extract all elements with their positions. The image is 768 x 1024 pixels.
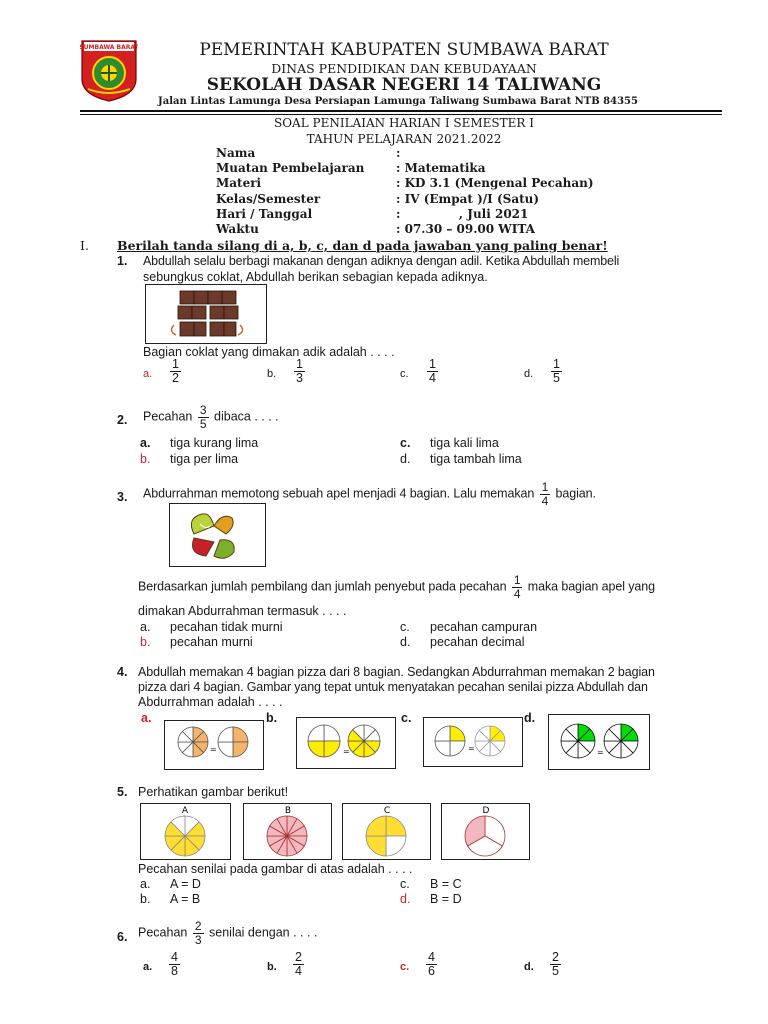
q5-option-b-text: A = B — [170, 892, 201, 906]
info-value: : KD 3.1 (Mengenal Pecahan) — [396, 176, 594, 191]
q6-frac-num: 2 — [194, 919, 202, 933]
q5-figure-label: D — [482, 806, 490, 816]
info-label: Materi — [216, 176, 262, 191]
q2-option-d-text: tiga tambah lima — [430, 452, 522, 466]
q2-option-b-letter[interactable]: b. — [140, 452, 151, 466]
equals-sign: = — [468, 744, 475, 753]
pie-slice — [218, 727, 233, 742]
header-address: Jalan Lintas Lamunga Desa Persiapan Lamunga Taliwang Sumbawa Barat NTB 84355 — [158, 96, 638, 107]
q2-stem — [143, 404, 279, 430]
pie-4-slices — [366, 816, 406, 856]
logo-text: SUMBAWA BARAT — [80, 44, 138, 51]
header-school-name: SEKOLAH DASAR NEGERI 14 TALIWANG — [206, 75, 602, 95]
fraction-numerator: 2 — [295, 950, 302, 964]
q2-post: dibaca . . . . — [214, 409, 279, 424]
q6-option-a-fraction — [169, 951, 180, 978]
q6-frac-den: 3 — [194, 932, 202, 947]
pie-slice — [233, 727, 248, 742]
q3-line2 — [138, 574, 655, 600]
q3-option-c-text: pecahan campuran — [430, 620, 538, 634]
q5-option-a-letter[interactable]: a. — [140, 877, 151, 891]
q2-option-d-letter[interactable]: d. — [400, 452, 411, 466]
q5-figure-b — [243, 803, 332, 860]
header-government: PEMERINTAH KABUPATEN SUMBAWA BARAT — [199, 40, 609, 60]
q3-fraction — [540, 481, 551, 507]
q6-post: senilai dengan . . . . — [209, 925, 318, 940]
pie-slice — [386, 816, 406, 836]
q4-line1: Abdullah memakan 4 bagian pizza dari 8 bagian. Sedangkan Abdurrahman memakan 2 bagian — [138, 665, 655, 679]
q6-option-c-fraction — [426, 951, 437, 978]
q3-option-c-letter[interactable]: c. — [400, 620, 410, 634]
pie-slice — [308, 725, 324, 741]
info-value: : , Juli 2021 — [396, 206, 529, 221]
q6-option-c-letter[interactable]: c. — [400, 961, 410, 973]
q4-letter-a: a. — [141, 711, 152, 725]
q5-question: Pecahan senilai pada gambar di atas adalah . . . . — [138, 862, 413, 876]
q5-figure-a — [140, 803, 231, 860]
q2-number: 2. — [117, 413, 128, 427]
fraction-numerator: 1 — [172, 357, 179, 371]
q2-option-c-text: tiga kali lima — [430, 436, 499, 450]
info-value: : Matematika — [396, 161, 486, 176]
info-label: Kelas/Semester — [216, 191, 321, 206]
q2-pre: Pecahan — [143, 409, 193, 424]
q3-option-b-letter[interactable]: b. — [140, 635, 151, 649]
q5-number: 5. — [117, 785, 128, 799]
academic-year: TAHUN PELAJARAN 2021.2022 — [306, 132, 502, 146]
q3-apple-image — [169, 503, 266, 567]
pie-3-slices — [465, 816, 505, 856]
info-label: Waktu — [216, 222, 259, 236]
fraction-numerator: 1 — [296, 357, 303, 371]
fraction-denominator: 4 — [295, 964, 302, 979]
q1-number: 1. — [117, 254, 128, 268]
q3-option-a-text: pecahan tidak murni — [170, 620, 283, 634]
q1-option-a-fraction — [170, 358, 181, 385]
fraction-numerator: 4 — [171, 950, 178, 964]
q1-option-b-fraction — [294, 358, 305, 385]
q1-text-line2: sebungkus coklat, Abdullah berikan sebagian kepada adiknya. — [143, 270, 488, 284]
q4-line2: pizza dari 4 bagian. Gambar yang tepat untuk menyatakan pecahan senilai pizza Abdullah dan — [138, 680, 648, 694]
equals-sign: = — [597, 748, 604, 757]
fraction-numerator: 4 — [428, 950, 435, 964]
q4-option-a-image — [164, 720, 264, 770]
q6-pre: Pecahan — [138, 925, 188, 940]
q6-option-d-fraction — [550, 951, 561, 978]
info-value: : — [396, 146, 401, 160]
q1-text-line1: Abdullah selalu berbagi makanan dengan adiknya dengan adil. Ketika Abdullah membeli — [143, 254, 620, 268]
equals-sign: = — [343, 747, 350, 756]
q3-option-b-text: pecahan murni — [170, 635, 253, 649]
q5-option-c-letter[interactable]: c. — [400, 877, 410, 891]
header-department: DINAS PENDIDIKAN DAN KEBUDAYAAN — [271, 61, 537, 76]
pizza-4-slices — [308, 725, 340, 757]
q6-option-d-letter[interactable]: d. — [524, 961, 534, 973]
q3-line2-post: maka bagian apel yang — [527, 579, 655, 594]
pizza-8-slices — [348, 725, 380, 757]
q6-fraction — [193, 920, 204, 946]
q4-option-c-image — [423, 717, 523, 767]
section-instruction: Berilah tanda silang di a, b, c, dan d pada jawaban yang paling benar! — [117, 238, 608, 253]
q2-option-a-text: tiga kurang lima — [170, 436, 259, 450]
fraction-denominator: 3 — [296, 371, 303, 386]
pizza-8-slices — [561, 724, 595, 758]
q6-option-a-letter[interactable]: a. — [143, 961, 153, 973]
pie-slice — [233, 742, 248, 757]
q3-line2-pre: Berdasarkan jumlah pembilang dan jumlah penyebut pada pecahan — [138, 579, 507, 594]
pie-slice — [308, 741, 324, 757]
section-number: I. — [80, 238, 89, 253]
q5-text: Perhatikan gambar berikut! — [138, 785, 289, 799]
info-label: Muatan Pembelajaran — [216, 161, 365, 176]
pie-8-slices — [165, 816, 205, 856]
q5-option-a-text: A = D — [170, 877, 201, 891]
q3-option-d-letter[interactable]: d. — [400, 635, 411, 649]
pie-slice — [435, 741, 450, 756]
info-label: Nama — [216, 146, 256, 160]
q6-number: 6. — [117, 930, 128, 944]
header-divider-thin — [80, 114, 722, 115]
q3-line2-frac-den: 4 — [513, 586, 521, 601]
fraction-denominator: 4 — [429, 371, 436, 386]
q3-frac-num: 1 — [541, 480, 549, 494]
pizza-4-slices — [218, 727, 248, 757]
q4-line3: Abdurrahman adalah . . . . — [138, 695, 283, 709]
q2-frac-num: 3 — [199, 403, 207, 417]
fraction-numerator: 1 — [553, 357, 560, 371]
fraction-denominator: 5 — [553, 371, 560, 386]
q3-post: bagian. — [555, 486, 596, 501]
pie-12-slices — [267, 816, 307, 856]
fraction-numerator: 1 — [429, 357, 436, 371]
fraction-numerator: 2 — [552, 950, 559, 964]
q1-option-c-fraction — [427, 358, 438, 385]
fraction-denominator: 2 — [172, 371, 179, 386]
pizza-8-slices — [604, 724, 638, 758]
q5-figure-label: A — [181, 806, 189, 816]
q3-pre: Abdurrahman memotong sebuah apel menjadi 4 bagian. Lalu memakan — [143, 486, 535, 501]
q6-option-b-letter[interactable]: b. — [267, 961, 277, 973]
pizza-8-slices — [475, 726, 505, 756]
fraction-denominator: 5 — [552, 964, 559, 979]
q6-stem — [138, 920, 317, 946]
q5-option-d-text: B = D — [430, 892, 462, 906]
q2-option-c-letter[interactable]: c. — [400, 436, 411, 450]
header-divider — [80, 110, 722, 112]
pie-slice — [450, 741, 465, 756]
info-value: : 07.30 – 09.00 WITA — [396, 222, 535, 236]
q1-option-d-fraction — [551, 358, 562, 385]
pie-slice — [324, 741, 340, 757]
q5-option-d-letter[interactable]: d. — [400, 892, 411, 906]
info-value: : IV (Empat )/I (Satu) — [396, 191, 540, 206]
q4-letter-c: c. — [401, 711, 412, 725]
q2-fraction — [198, 404, 209, 430]
pie-slice — [386, 836, 406, 856]
q4-option-b-image — [296, 717, 396, 769]
info-label: Hari / Tanggal — [216, 206, 313, 221]
pizza-8-slices — [178, 727, 208, 757]
fraction-denominator: 6 — [428, 964, 435, 979]
exam-title: SOAL PENILAIAN HARIAN I SEMESTER I — [274, 116, 534, 130]
pie-slice — [450, 726, 465, 741]
q6-option-b-fraction — [293, 951, 304, 978]
q5-figure-d — [441, 803, 530, 860]
q3-frac-den: 4 — [541, 493, 549, 508]
q3-line2-frac-num: 1 — [513, 573, 521, 587]
q5-figure-c — [342, 803, 431, 860]
q5-option-c-text: B = C — [430, 877, 462, 891]
pie-slice — [366, 836, 386, 856]
q1-chocolate-image — [145, 284, 267, 344]
fraction-denominator: 8 — [171, 964, 178, 979]
q1-option-d-letter[interactable]: d. — [524, 368, 534, 380]
q3-option-d-text: pecahan decimal — [430, 635, 525, 649]
q2-frac-den: 5 — [199, 416, 207, 431]
q2-option-b-text: tiga per lima — [170, 452, 239, 466]
pie-slice — [435, 726, 450, 741]
q3-option-a-letter[interactable]: a. — [140, 620, 151, 634]
pie-slice — [366, 816, 386, 836]
q5-option-b-letter[interactable]: b. — [140, 892, 151, 906]
q1-option-b-letter[interactable]: b. — [267, 368, 277, 380]
q5-figure-label: C — [383, 806, 391, 816]
q2-option-a-letter[interactable]: a. — [140, 436, 151, 450]
q1-question: Bagian coklat yang dimakan adik adalah . . . . — [143, 345, 395, 359]
pie-slice — [218, 742, 233, 757]
q3-line2-fraction — [512, 574, 523, 600]
q5-figure-label: B — [284, 806, 292, 816]
q4-number: 4. — [117, 665, 128, 679]
q1-option-c-letter[interactable]: c. — [400, 368, 409, 380]
pie-slice — [324, 725, 340, 741]
q3-line3: dimakan Abdurrahman termasuk . . . . — [138, 604, 347, 618]
q1-option-a-letter[interactable]: a. — [143, 368, 153, 380]
equals-sign: = — [210, 745, 217, 754]
q4-letter-b: b. — [266, 711, 278, 725]
q4-letter-d: d. — [524, 711, 536, 725]
q3-number: 3. — [117, 490, 128, 504]
q4-option-d-image — [548, 714, 650, 770]
pizza-4-slices — [435, 726, 465, 756]
